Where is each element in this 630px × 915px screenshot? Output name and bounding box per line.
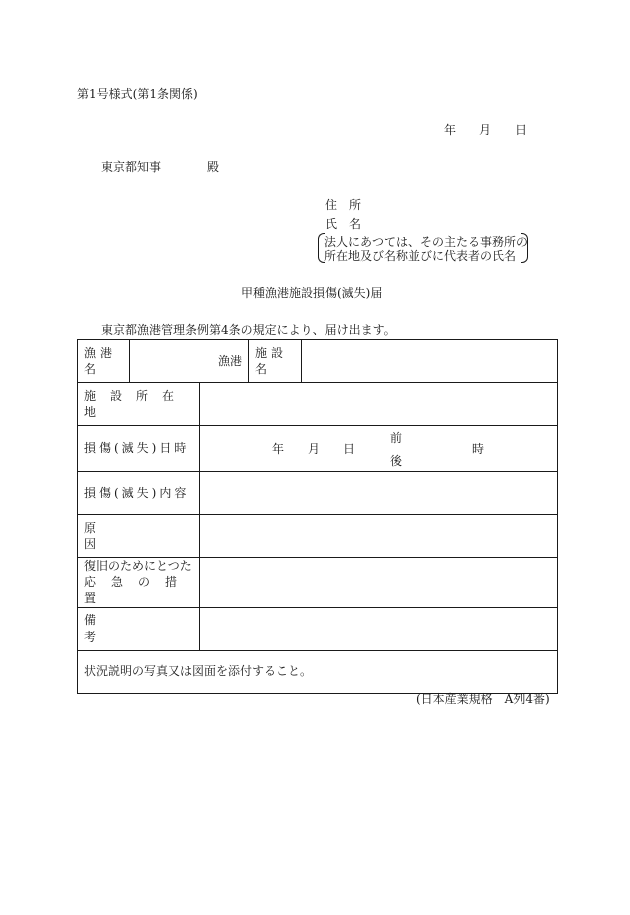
damage-datetime-label: 損傷(滅失)日時 <box>78 426 200 472</box>
date-day: 日 <box>515 123 528 137</box>
cause-label <box>78 515 200 558</box>
date-year: 年 <box>444 123 457 137</box>
measures-label-line1: 復旧のためにとつた <box>84 559 192 573</box>
dt-month: 月 <box>308 442 321 456</box>
bracket-right <box>521 233 528 263</box>
remarks-label <box>78 607 200 650</box>
dt-pm: 後 <box>390 454 403 468</box>
measures-label-line2: 応急の措置 <box>84 575 193 606</box>
address-label: 住 所 <box>325 198 362 212</box>
row-measures <box>78 558 558 608</box>
row-facility-location <box>78 383 558 426</box>
remarks-label-text: 備考 <box>84 613 181 644</box>
addressee-honorific: 殿 <box>207 160 220 174</box>
measures-value[interactable] <box>200 558 558 608</box>
footer-note: 状況説明の写真又は図面を添付すること。 <box>78 650 558 693</box>
measures-label <box>78 558 200 608</box>
damage-content-value[interactable] <box>200 472 558 515</box>
row-footer-note <box>78 650 558 693</box>
damage-content-label: 損傷(滅失)内容 <box>78 472 200 515</box>
damage-datetime-value[interactable] <box>200 426 558 472</box>
port-name-value[interactable] <box>130 340 249 383</box>
facility-name-label: 施設名 <box>249 340 302 383</box>
cause-value[interactable] <box>200 515 558 558</box>
corporate-note <box>318 233 528 263</box>
dt-year: 年 <box>272 442 285 456</box>
port-suffix: 漁港 <box>218 353 243 368</box>
form-number: 第1号様式(第1条関係) <box>77 87 198 101</box>
remarks-value[interactable] <box>200 607 558 650</box>
facility-name-value[interactable] <box>302 340 558 383</box>
row-damage-content <box>78 472 558 515</box>
standard-note: (日本産業規格 A列4番) <box>416 692 550 706</box>
notification-table <box>77 339 558 694</box>
row-remarks <box>78 607 558 650</box>
port-name-label: 漁港名 <box>78 340 130 383</box>
date-month: 月 <box>479 123 492 137</box>
addressee-name: 東京都知事 <box>101 160 162 174</box>
row-damage-datetime <box>78 426 558 472</box>
corp-note-line2: 所在地及び名称並びに代表者の氏名 <box>324 249 517 263</box>
cause-label-text: 原因 <box>84 520 181 551</box>
dt-day: 日 <box>343 442 356 456</box>
dt-am: 前 <box>390 431 403 445</box>
facility-location-value[interactable] <box>200 383 558 426</box>
row-port-facility <box>78 340 558 383</box>
document-title: 甲種漁港施設損傷(滅失)届 <box>241 286 383 300</box>
row-cause <box>78 515 558 558</box>
corp-note-line1: 法人にあつては、その主たる事務所の <box>324 235 529 249</box>
intro-text: 東京都漁港管理条例第4条の規定により、届け出ます。 <box>101 323 396 337</box>
dt-hour: 時 <box>472 442 485 456</box>
facility-location-label: 施設所在地 <box>78 383 200 426</box>
name-label: 氏 名 <box>325 217 362 231</box>
